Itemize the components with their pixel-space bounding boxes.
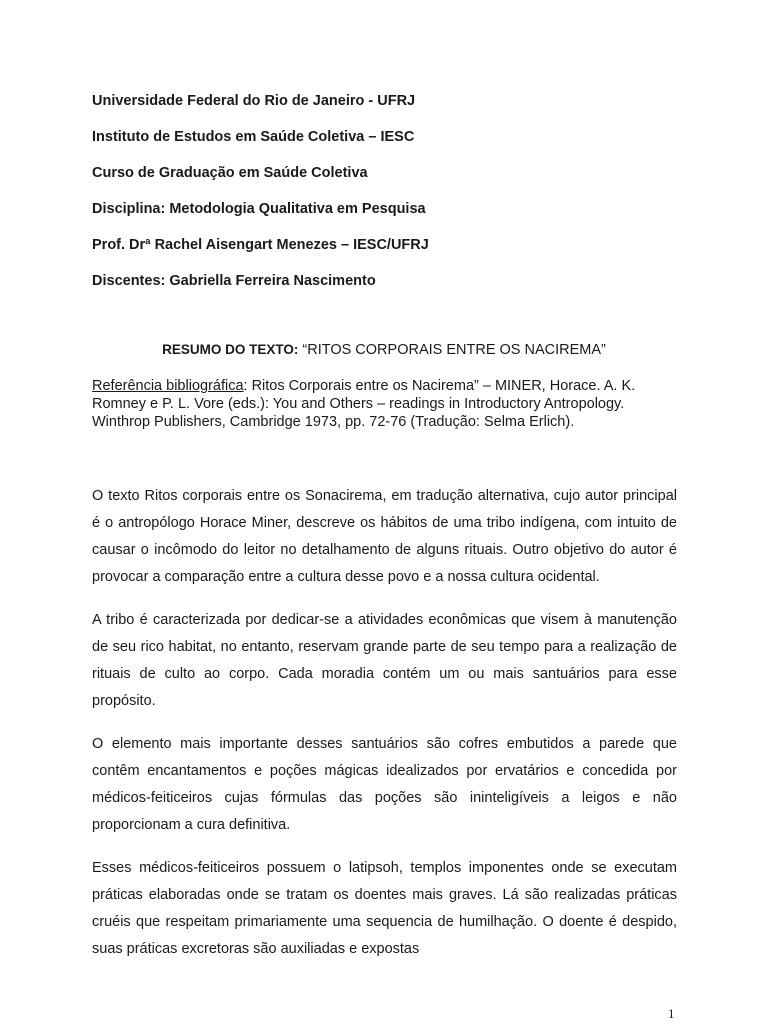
body-paragraph: Esses médicos-feiticeiros possuem o latipsoh, templos imponentes onde se executam práticas elaboradas onde se tratam os doentes mais graves. Lá são realizadas práticas cruéis que respeitam primariamente uma sequencia de humilhação. O doente é despido, suas práticas excretoras são auxiliadas e expostas [92, 860, 677, 957]
reference-label: Referência bibliográfica [92, 378, 244, 394]
header-institute: Instituto de Estudos em Saúde Coletiva – IESC [92, 129, 415, 145]
summary-title [0, 342, 768, 358]
page-number: 1 [668, 1006, 675, 1021]
summary-title-text: “RITOS CORPORAIS ENTRE OS NACIREMA” [302, 342, 606, 358]
header-students: Discentes: Gabriella Ferreira Nascimento [92, 273, 376, 289]
reference-text: : Ritos Corporais entre os Nacirema” – MINER, Horace. A. K. Romney e P. L. Vore (eds.): You and Others – readings in Introductory Antropology. Winthrop Publishers, Cambridge 1973, pp. 72-76 (Tradução: Selma Erlich). [92, 378, 636, 430]
bibliographic-reference [92, 377, 682, 431]
document-header [92, 93, 692, 309]
body-paragraph: A tribo é caracterizada por dedicar-se a atividades econômicas que visem à manutenção de seu rico habitat, no entanto, reservam grande parte de seu tempo para a realização de rituais de culto ao corpo. Cada moradia contém um ou mais santuários para esse propósito. [92, 612, 677, 709]
body-paragraph: O elemento mais importante desses santuários são cofres embutidos a parede que contêm encantamentos e poções mágicas idealizados por ervatários e concedida por médicos-feiticeiros cujas fórmulas das poções são ininteligíveis a leigos e não proporcionam a cura definitiva. [92, 736, 677, 833]
header-course: Curso de Graduação em Saúde Coletiva [92, 165, 368, 181]
header-professor: Prof. Drª Rachel Aisengart Menezes – IESC/UFRJ [92, 237, 429, 253]
summary-title-lead: RESUMO DO TEXTO: [162, 342, 299, 357]
body-paragraph: O texto Ritos corporais entre os Sonacirema, em tradução alternativa, cujo autor principal é o antropólogo Horace Miner, descreve os hábitos de uma tribo indígena, com intuito de causar o incômodo do leitor no detalhamento de alguns rituais. Outro objetivo do autor é provocar a comparação entre a cultura desse povo e a nossa cultura ocidental. [92, 488, 677, 585]
document-body [92, 483, 677, 979]
header-discipline: Disciplina: Metodologia Qualitativa em Pesquisa [92, 201, 426, 217]
header-university: Universidade Federal do Rio de Janeiro - UFRJ [92, 93, 416, 109]
